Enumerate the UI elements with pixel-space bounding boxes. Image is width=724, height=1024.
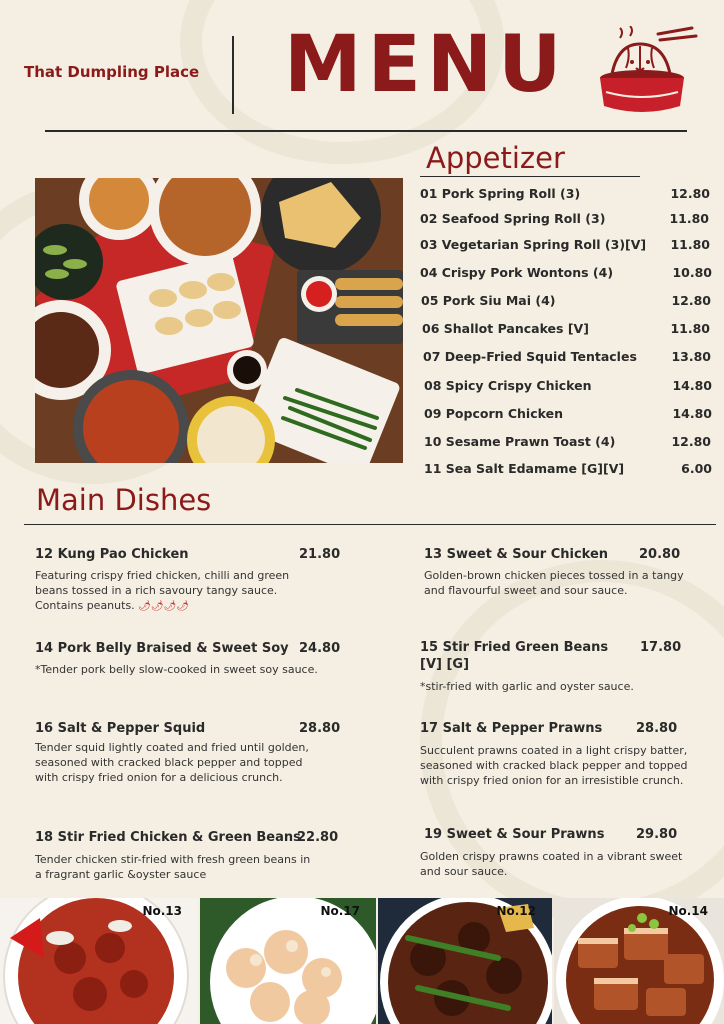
dish-description: Golden-brown chicken pieces tossed in a tangy and flavourful sweet and sour sauce. bbox=[424, 569, 684, 597]
dish-name: 17 Salt & Pepper Prawns bbox=[420, 721, 603, 736]
list-item bbox=[0, 406, 724, 426]
item-name: 07 Deep-Fried Squid Tentacles bbox=[423, 349, 637, 364]
gallery-label: No.13 bbox=[142, 904, 182, 918]
list-item bbox=[0, 349, 724, 369]
item-name: 11 Sea Salt Edamame [G][V] bbox=[424, 461, 625, 476]
header-divider bbox=[232, 36, 234, 114]
item-name: 06 Shallot Pancakes [V] bbox=[422, 321, 589, 336]
item-price: 6.00 bbox=[681, 461, 712, 476]
dish-name: 19 Sweet & Sour Prawns bbox=[424, 827, 605, 842]
item-price: 11.80 bbox=[670, 321, 710, 336]
item-price: 14.80 bbox=[672, 378, 712, 393]
gallery-label: No.12 bbox=[496, 904, 536, 918]
dish-name: 18 Stir Fried Chicken & Green Beans bbox=[35, 830, 301, 845]
item-name: 05 Pork Siu Mai (4) bbox=[421, 293, 556, 308]
item-name: 09 Popcorn Chicken bbox=[424, 406, 563, 421]
dish-description: *Tender pork belly slow-cooked in sweet soy sauce. bbox=[35, 663, 318, 676]
list-item bbox=[0, 461, 724, 481]
dish-description: Tender squid lightly coated and fried until golden, seasoned with cracked black pepper and topped with crispy fried onion for a delicious crunch. bbox=[35, 741, 309, 784]
menu-title: MENU bbox=[284, 20, 568, 110]
item-price: 11.80 bbox=[670, 237, 710, 252]
list-item bbox=[0, 186, 724, 206]
dish-name: 14 Pork Belly Braised & Sweet Soy bbox=[35, 641, 289, 656]
list-item bbox=[0, 265, 724, 285]
list-item bbox=[0, 434, 724, 454]
gallery-photo-pork-belly bbox=[554, 898, 724, 1024]
item-price: 13.80 bbox=[671, 349, 711, 364]
header-rule bbox=[45, 130, 687, 132]
dish-price: 20.80 bbox=[639, 547, 681, 562]
restaurant-name: That Dumpling Place bbox=[24, 63, 200, 81]
dish-description: Tender chicken stir-fried with fresh green beans in a fragrant garlic &oyster sauce bbox=[35, 853, 311, 881]
dish-price: 28.80 bbox=[299, 721, 341, 736]
dish-description: Golden crispy prawns coated in a vibrant sweet and sour sauce. bbox=[420, 850, 683, 878]
chilli-icon: 🌶🌶🌶🌶 bbox=[138, 601, 189, 612]
list-item bbox=[0, 237, 724, 257]
dish-description: Featuring crispy fried chicken, chilli and green beans tossed in a rich savoury tangy sauce. Contains peanuts. 🌶🌶🌶🌶 bbox=[35, 569, 290, 612]
item-price: 11.80 bbox=[669, 211, 709, 226]
dish-description: *stir-fried with garlic and oyster sauce. bbox=[420, 680, 634, 693]
list-item bbox=[0, 378, 724, 398]
dish-price: 24.80 bbox=[299, 641, 341, 656]
gallery-label: No.14 bbox=[668, 904, 708, 918]
appetizer-heading: Appetizer bbox=[426, 141, 565, 175]
item-price: 12.80 bbox=[671, 293, 711, 308]
list-item bbox=[0, 293, 724, 313]
dish-name: 12 Kung Pao Chicken bbox=[35, 547, 189, 562]
gallery-photo-salt-pepper-prawns bbox=[200, 898, 376, 1024]
list-item bbox=[0, 321, 724, 341]
gallery-photo-kung-pao-chicken bbox=[378, 898, 552, 1024]
item-price: 10.80 bbox=[672, 265, 712, 280]
item-name: 08 Spicy Crispy Chicken bbox=[424, 378, 592, 393]
appetizer-underline bbox=[420, 176, 640, 177]
gallery-label: No.17 bbox=[320, 904, 360, 918]
dish-price: 21.80 bbox=[299, 547, 341, 562]
dish-name: 16 Salt & Pepper Squid bbox=[35, 721, 206, 736]
dish-price: 17.80 bbox=[640, 640, 682, 655]
item-name: 02 Seafood Spring Roll (3) bbox=[420, 211, 606, 226]
gallery-photo-sweet-sour-chicken bbox=[0, 898, 198, 1024]
dish-price: 22.80 bbox=[297, 830, 339, 845]
dish-name: 15 Stir Fried Green Beans [V] [G] bbox=[420, 640, 609, 672]
item-name: 03 Vegetarian Spring Roll (3)[V] bbox=[420, 237, 647, 252]
dish-price: 28.80 bbox=[636, 721, 678, 736]
dish-name: 13 Sweet & Sour Chicken bbox=[424, 547, 609, 562]
dish-description: Succulent prawns coated in a light crispy batter, seasoned with cracked black pepper and topped with crispy fried onion for an irresistible crunch. bbox=[420, 744, 688, 787]
dumpling-steamer-logo-icon bbox=[598, 26, 698, 116]
item-name: 04 Crispy Pork Wontons (4) bbox=[420, 265, 614, 280]
main-dishes-underline bbox=[24, 524, 716, 525]
item-price: 12.80 bbox=[671, 434, 711, 449]
item-price: 14.80 bbox=[672, 406, 712, 421]
item-name: 10 Sesame Prawn Toast (4) bbox=[424, 434, 616, 449]
item-name: 01 Pork Spring Roll (3) bbox=[420, 186, 581, 201]
item-price: 12.80 bbox=[670, 186, 710, 201]
dish-gallery bbox=[0, 898, 724, 1024]
main-dishes-heading: Main Dishes bbox=[36, 483, 212, 517]
dish-price: 29.80 bbox=[636, 827, 678, 842]
list-item bbox=[0, 211, 724, 231]
